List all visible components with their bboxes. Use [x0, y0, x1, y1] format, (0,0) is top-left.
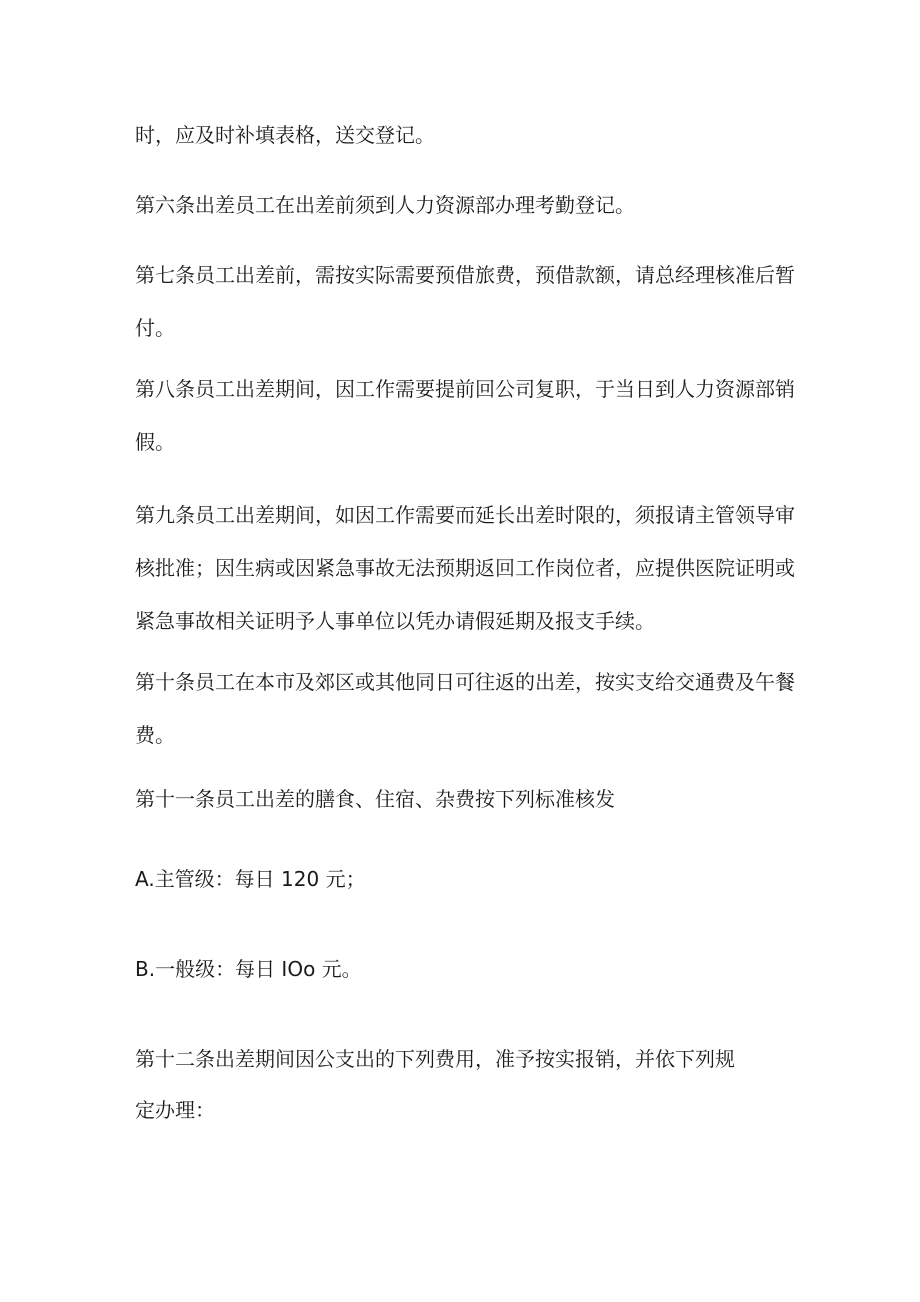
paragraph-continuation: 时，应及时补填表格，送交登记。: [135, 123, 435, 147]
article-11: 第十一条员工出差的膳食、住宿、杂费按下列标准核发: [135, 787, 615, 811]
standard-general: B.一般级：每日 IOo 元。: [135, 957, 362, 981]
article-12: 第十二条出差期间因公支出的下列费用，准予按实报销，并依下列规: [135, 1047, 735, 1071]
article-9: 第九条员工出差期间，如因工作需要而延长出差时限的，须报请主管领导审核批准；因生病或因紧急事故无法预期返回工作岗位者，应提供医院证明或紧急事故相关证明予人事单位以凭办请假延期及报支手续。: [135, 503, 795, 633]
article-7: 第七条员工出差前，需按实际需要预借旅费，预借款额，请总经理核准后暂付。: [135, 263, 795, 340]
article-12-continuation: 定办理：: [135, 1098, 215, 1122]
article-6: 第六条出差员工在出差前须到人力资源部办理考勤登记。: [135, 193, 635, 217]
article-8: 第八条员工出差期间，因工作需要提前回公司复职，于当日到人力资源部销假。: [135, 377, 795, 454]
article-10: 第十条员工在本市及郊区或其他同日可往返的出差，按实支给交通费及午餐费。: [135, 670, 795, 747]
standard-supervisor: A.主管级：每日 120 元；: [135, 867, 366, 891]
